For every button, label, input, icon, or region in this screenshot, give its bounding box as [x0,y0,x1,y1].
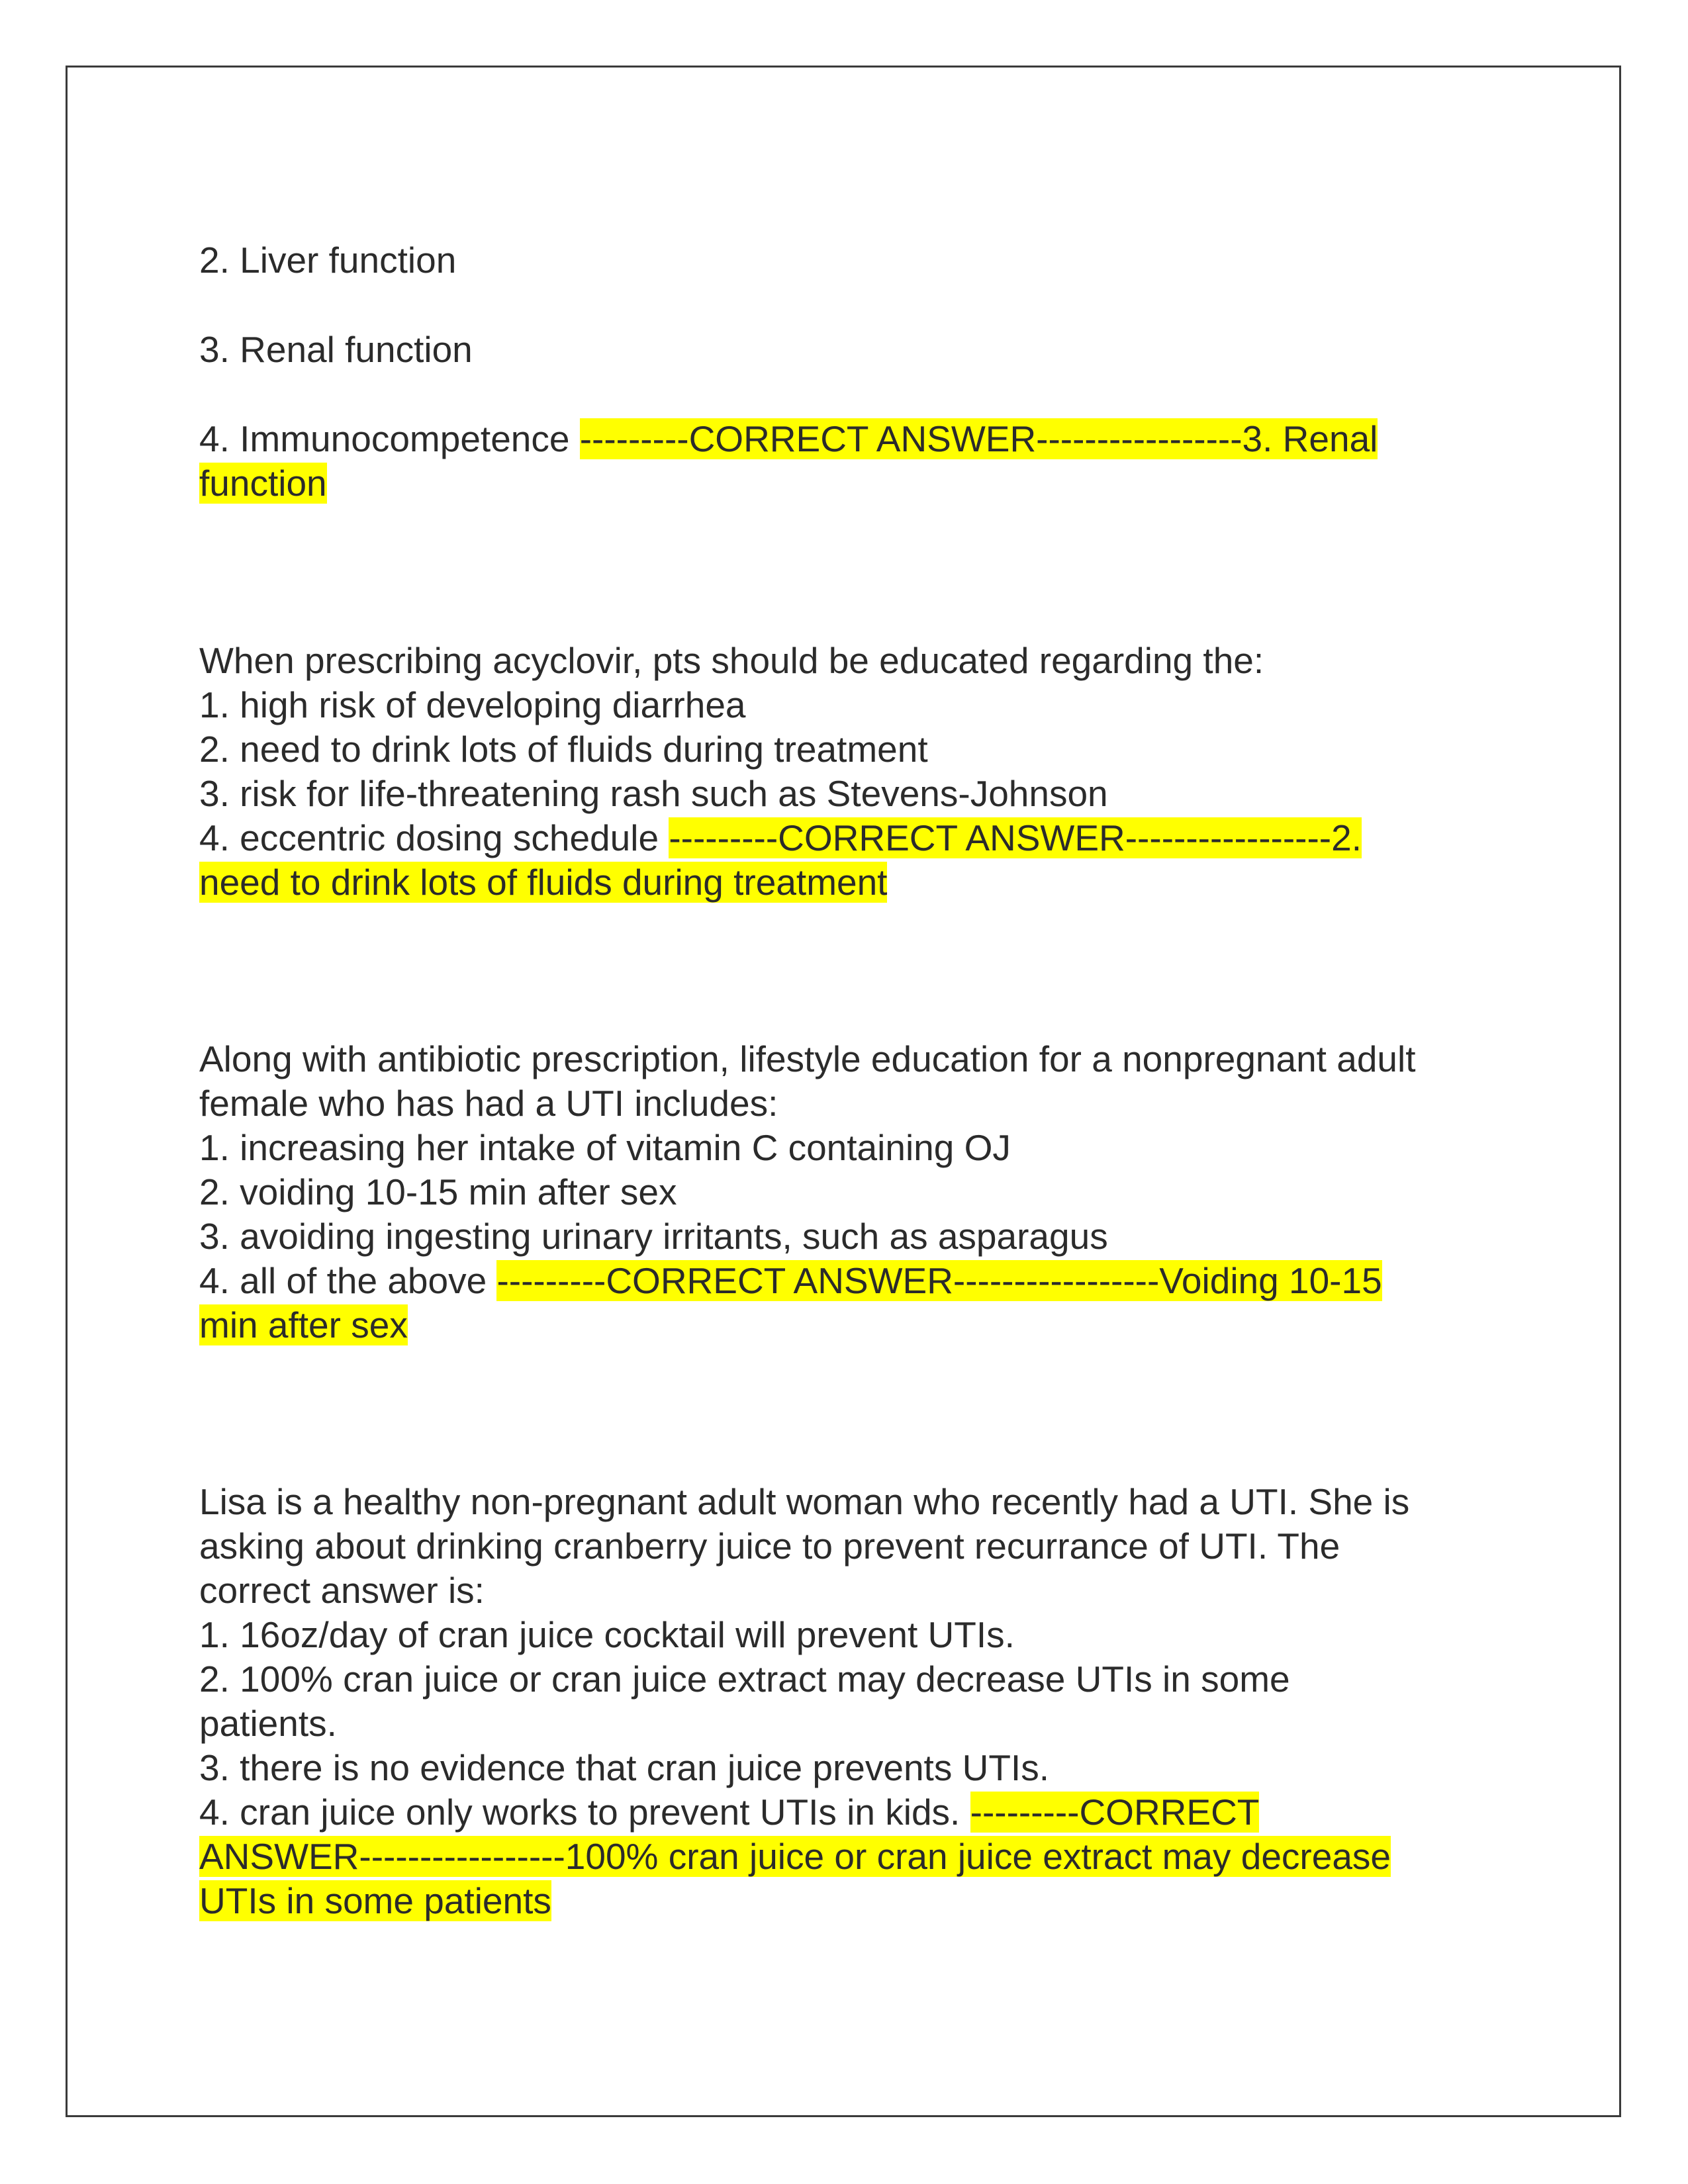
q3-answer-line3 [199,1879,551,1923]
q3-option-3: 3. there is no evidence that cran juice prevents UTIs. [199,1747,1049,1788]
option-liver-function: 2. Liver function [199,240,457,281]
q0-answer-part1: ---------CORRECT ANSWER-----------------3. Renal [579,418,1378,459]
q3-stem-line1: Lisa is a healthy non-pregnant adult woman who recently had a UTI. She is [199,1481,1410,1522]
q3-stem-line3: correct answer is: [199,1570,485,1611]
q3-option-1: 1. 16oz/day of cran juice cocktail will prevent UTIs. [199,1614,1015,1655]
q3-answer-line2 [199,1835,1391,1879]
q2-answer-part1: ---------CORRECT ANSWER-----------------Voiding 10-15 [496,1260,1382,1301]
q3-answer-part1: ---------CORRECT [970,1792,1260,1833]
q1-answer-part1: ---------CORRECT ANSWER-----------------2. [669,817,1362,858]
q3-last-option: 4. cran juice only works to prevent UTIs in kids. [199,1792,961,1833]
q2-stem-line1: Along with antibiotic prescription, lifestyle education for a nonpregnant adult [199,1038,1416,1079]
q2-stem-line2: female who has had a UTI includes: [199,1083,778,1124]
q1-stem: When prescribing acyclovir, pts should be educated regarding the: [199,640,1264,681]
q3-option-2-line2: patients. [199,1703,337,1744]
q2-last-option: 4. all of the above [199,1260,487,1301]
q1-answer-line2 [199,860,887,905]
option-renal-function: 3. Renal function [199,329,473,370]
q2-answer-part2: min after sex [199,1304,408,1345]
q3-answer-part3: UTIs in some patients [199,1880,551,1921]
q3-option-2-line1: 2. 100% cran juice or cran juice extract may decrease UTIs in some [199,1659,1290,1700]
q3-answer-part2: ANSWER-----------------100% cran juice or cran juice extract may decrease [199,1836,1391,1877]
q2-option-1: 1. increasing her intake of vitamin C containing OJ [199,1127,1011,1168]
q1-last-option: 4. eccentric dosing schedule [199,817,659,858]
q1-option-2: 2. need to drink lots of fluids during treatment [199,729,928,770]
q0-answer-line2 [199,461,327,506]
q3-stem-line2: asking about drinking cranberry juice to prevent recurrance of UTI. The [199,1525,1340,1567]
q2-option-2: 2. voiding 10-15 min after sex [199,1171,677,1212]
q2-answer-line2 [199,1303,408,1347]
q1-option-1: 1. high risk of developing diarrhea [199,684,746,725]
q1-last-option-line [199,816,1362,860]
q3-last-option-line [199,1790,1259,1835]
q1-option-3: 3. risk for life-threatening rash such as Stevens-Johnson [199,773,1108,814]
q0-last-option: 4. Immunocompetence [199,418,570,459]
q1-answer-part2: need to drink lots of fluids during treatment [199,862,888,903]
q2-last-option-line [199,1259,1382,1303]
q2-option-3: 3. avoiding ingesting urinary irritants, such as asparagus [199,1216,1108,1257]
q0-last-option-line [199,417,1378,461]
q0-answer-part2: function [199,463,327,504]
